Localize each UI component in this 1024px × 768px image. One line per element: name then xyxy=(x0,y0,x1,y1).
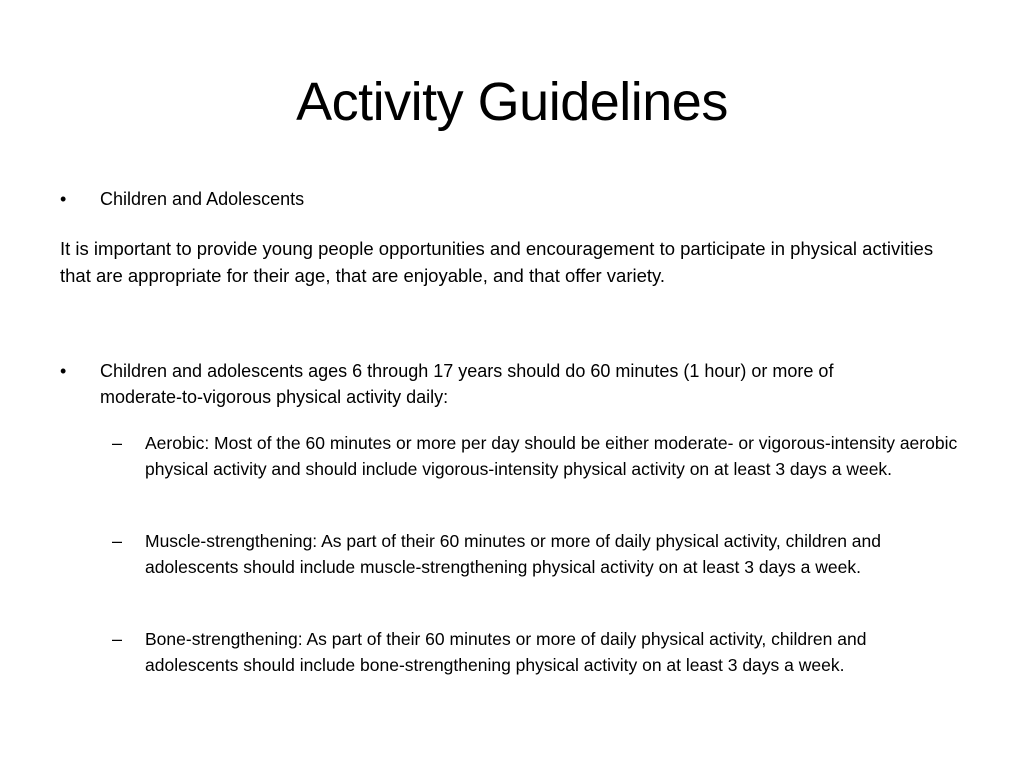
sub-bullet-aerobic xyxy=(112,430,960,482)
sub-bullet-text: Bone-strengthening: As part of their 60 minutes or more of daily physical activity, children and adolescents should include bone-strengthening physical activity on at least 3 days a week. xyxy=(145,629,867,675)
sub-bullet-text: Muscle-strengthening: As part of their 60 minutes or more of daily physical activity, children and adolescents should include muscle-strengthening physical activity on at least 3 days a week. xyxy=(145,531,881,577)
bullet-text-children-adolescents: Children and Adolescents xyxy=(100,189,305,209)
bullet-item xyxy=(60,358,920,410)
slide-title: Activity Guidelines xyxy=(296,72,728,132)
bullet-marker: • xyxy=(60,189,67,209)
bullet-text-guideline: Children and adolescents ages 6 through 17 years should do 60 minutes (1 hour) or more of moderate-to-vigorous physical activity daily: xyxy=(100,361,834,407)
bullet-item xyxy=(60,186,920,212)
dash-marker: – xyxy=(112,433,123,453)
sub-bullet-muscle xyxy=(112,528,960,580)
bullet-marker: • xyxy=(60,361,67,381)
intro-paragraph: It is important to provide young people opportunities and encouragement to participate in physical activities that are appropriate for their age, that are enjoyable, and that offer variety. xyxy=(60,238,934,286)
dash-marker: – xyxy=(112,629,123,649)
dash-marker: – xyxy=(112,531,123,551)
sub-bullet-text: Aerobic: Most of the 60 minutes or more per day should be either moderate- or vigorous-intensity aerobic physical activity and should include vigorous-intensity physical activity on at least 3 days a week. xyxy=(145,433,958,479)
sub-bullet-bone xyxy=(112,626,960,678)
